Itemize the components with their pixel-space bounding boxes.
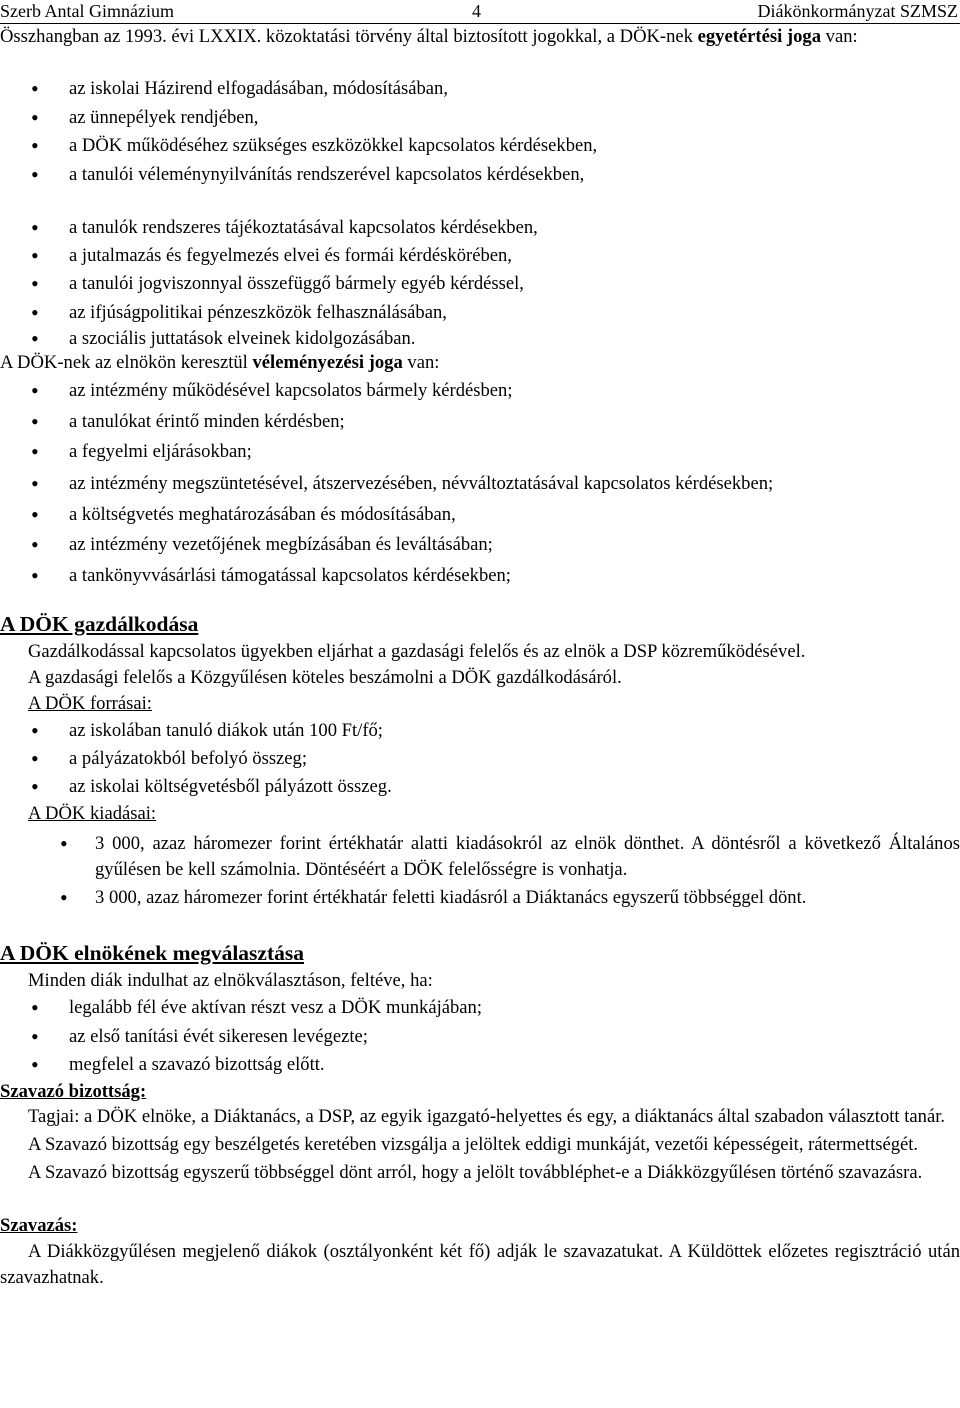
page-header bbox=[0, 0, 960, 24]
list-item: • az első tanítási évét sikeresen levégezte; bbox=[0, 1023, 960, 1052]
list-item: • az ifjúságpolitikai pénzeszközök felhasználásában, bbox=[0, 299, 960, 327]
agree-right-term: egyetértési joga bbox=[697, 26, 821, 47]
finance-paragraph-2: A gazdasági felelős a Közgyűlésen köteles beszámolni a DÖK gazdálkodásáról. bbox=[28, 667, 622, 688]
list-item: • 3 000, azaz háromezer forint értékhatár alatti kiadásokról az elnök dönthet. A döntésről a következő Általános gyűlésen be kell számolnia. Döntéséért a DÖK felelősségre is vonhatja. bbox=[0, 831, 960, 883]
header-document-title: Diákönkormányzat SZMSZ bbox=[757, 1, 958, 21]
list-item: • az iskolai költségvetésből pályázott összeg. bbox=[0, 773, 960, 801]
list-item: • a tanulói véleménynyilvánítás rendszerével kapcsolatos kérdésekben, bbox=[0, 161, 960, 190]
list-item: • az intézmény vezetőjének megbízásában és leváltásában; bbox=[0, 529, 960, 560]
expenses-list bbox=[0, 831, 960, 911]
list-item: • a költségvetés meghatározásában és módosításában, bbox=[0, 500, 960, 529]
election-intro: Minden diák indulhat az elnökválasztáson, feltéve, ha: bbox=[28, 970, 433, 991]
document-body bbox=[0, 24, 960, 1291]
list-item: • az iskolában tanuló diákok után 100 Ft/fő; bbox=[0, 717, 960, 745]
list-item: • 3 000, azaz háromezer forint értékhatár feletti kiadásról a Diáktanács egyszerű többséggel dönt. bbox=[0, 885, 960, 911]
list-item: • a tanulók rendszeres tájékoztatásával kapcsolatos kérdésekben, bbox=[0, 214, 960, 242]
list-item: • a tanulói jogviszonnyal összefüggő bármely egyéb kérdéssel, bbox=[0, 270, 960, 298]
page-number: 4 bbox=[472, 1, 481, 21]
opinion-right-term: véleményezési joga bbox=[252, 352, 403, 373]
agree-list-2 bbox=[0, 214, 960, 351]
list-item: • legalább fél éve aktívan részt vesz a DÖK munkájában; bbox=[0, 994, 960, 1023]
list-item: • a DÖK működéséhez szükséges eszközökkel kapcsolatos kérdésekben, bbox=[0, 132, 960, 161]
expenses-label: A DÖK kiadásai: bbox=[28, 803, 157, 824]
list-item: • az iskolai Házirend elfogadásában, módosításában, bbox=[0, 75, 960, 104]
intro-paragraph: Összhangban az 1993. évi LXXIX. közoktatási törvény által biztosított jogokkal, a DÖK-nek egyetértési joga van: bbox=[0, 26, 858, 47]
sources-list bbox=[0, 717, 960, 801]
agree-list-1 bbox=[0, 75, 960, 190]
sources-label: A DÖK forrásai: bbox=[28, 693, 152, 714]
list-item: • megfelel a szavazó bizottság előtt. bbox=[0, 1051, 960, 1080]
opinion-list bbox=[0, 375, 960, 591]
committee-paragraph-1: Tagjai: a DÖK elnöke, a Diáktanács, a DSP, az egyik igazgató-helyettes és egy, a diáktanács által szabadon választott tanár. bbox=[28, 1105, 946, 1127]
list-item: • a jutalmazás és fegyelmezés elvei és formái kérdéskörében, bbox=[0, 242, 960, 270]
finance-paragraph-1: Gazdálkodással kapcsolatos ügyekben eljárhat a gazdasági felelős és az elnök a DSP közreműködésével. bbox=[28, 641, 806, 662]
header-school-name: Szerb Antal Gimnázium bbox=[0, 1, 174, 21]
committee-label: Szavazó bizottság: bbox=[0, 1080, 147, 1102]
list-item: • a pályázatokból befolyó összeg; bbox=[0, 745, 960, 773]
voting-label: Szavazás: bbox=[0, 1214, 78, 1236]
conditions-list bbox=[0, 994, 960, 1080]
committee-paragraph-2: A Szavazó bizottság egy beszélgetés keretében vizsgálja a jelöltek eddigi munkáját, vezetői képességeit, rátermettségét. bbox=[28, 1133, 919, 1155]
list-item: • a tanulókat érintő minden kérdésben; bbox=[0, 406, 960, 437]
list-item: • a fegyelmi eljárásokban; bbox=[0, 437, 960, 467]
list-item: • az intézmény működésével kapcsolatos bármely kérdésben; bbox=[0, 375, 960, 406]
finance-heading: A DÖK gazdálkodása bbox=[0, 612, 199, 636]
committee-paragraph-3: A Szavazó bizottság egyszerű többséggel dönt arról, hogy a jelölt továbbléphet-e a Diákközgyűlésen történő szavazásra. bbox=[28, 1161, 923, 1183]
list-item: • az intézmény megszüntetésével, átszervezésében, névváltoztatásával kapcsolatos kérdésekben; bbox=[0, 467, 960, 500]
list-item: • az ünnepélyek rendjében, bbox=[0, 104, 960, 133]
voting-paragraph: A Diákközgyűlésen megjelenő diákok (osztályonként két fő) adják le szavazatukat. A Küldöttek előzetes regisztráció után szavazhatnak. bbox=[0, 1240, 960, 1288]
election-heading: A DÖK elnökének megválasztása bbox=[0, 941, 304, 965]
list-item: • a tankönyvvásárlási támogatással kapcsolatos kérdésekben; bbox=[0, 560, 960, 591]
opinion-paragraph: A DÖK-nek az elnökön keresztül véleményezési joga van: bbox=[0, 352, 440, 373]
list-item: • a szociális juttatások elveinek kidolgozásában. bbox=[0, 327, 960, 351]
